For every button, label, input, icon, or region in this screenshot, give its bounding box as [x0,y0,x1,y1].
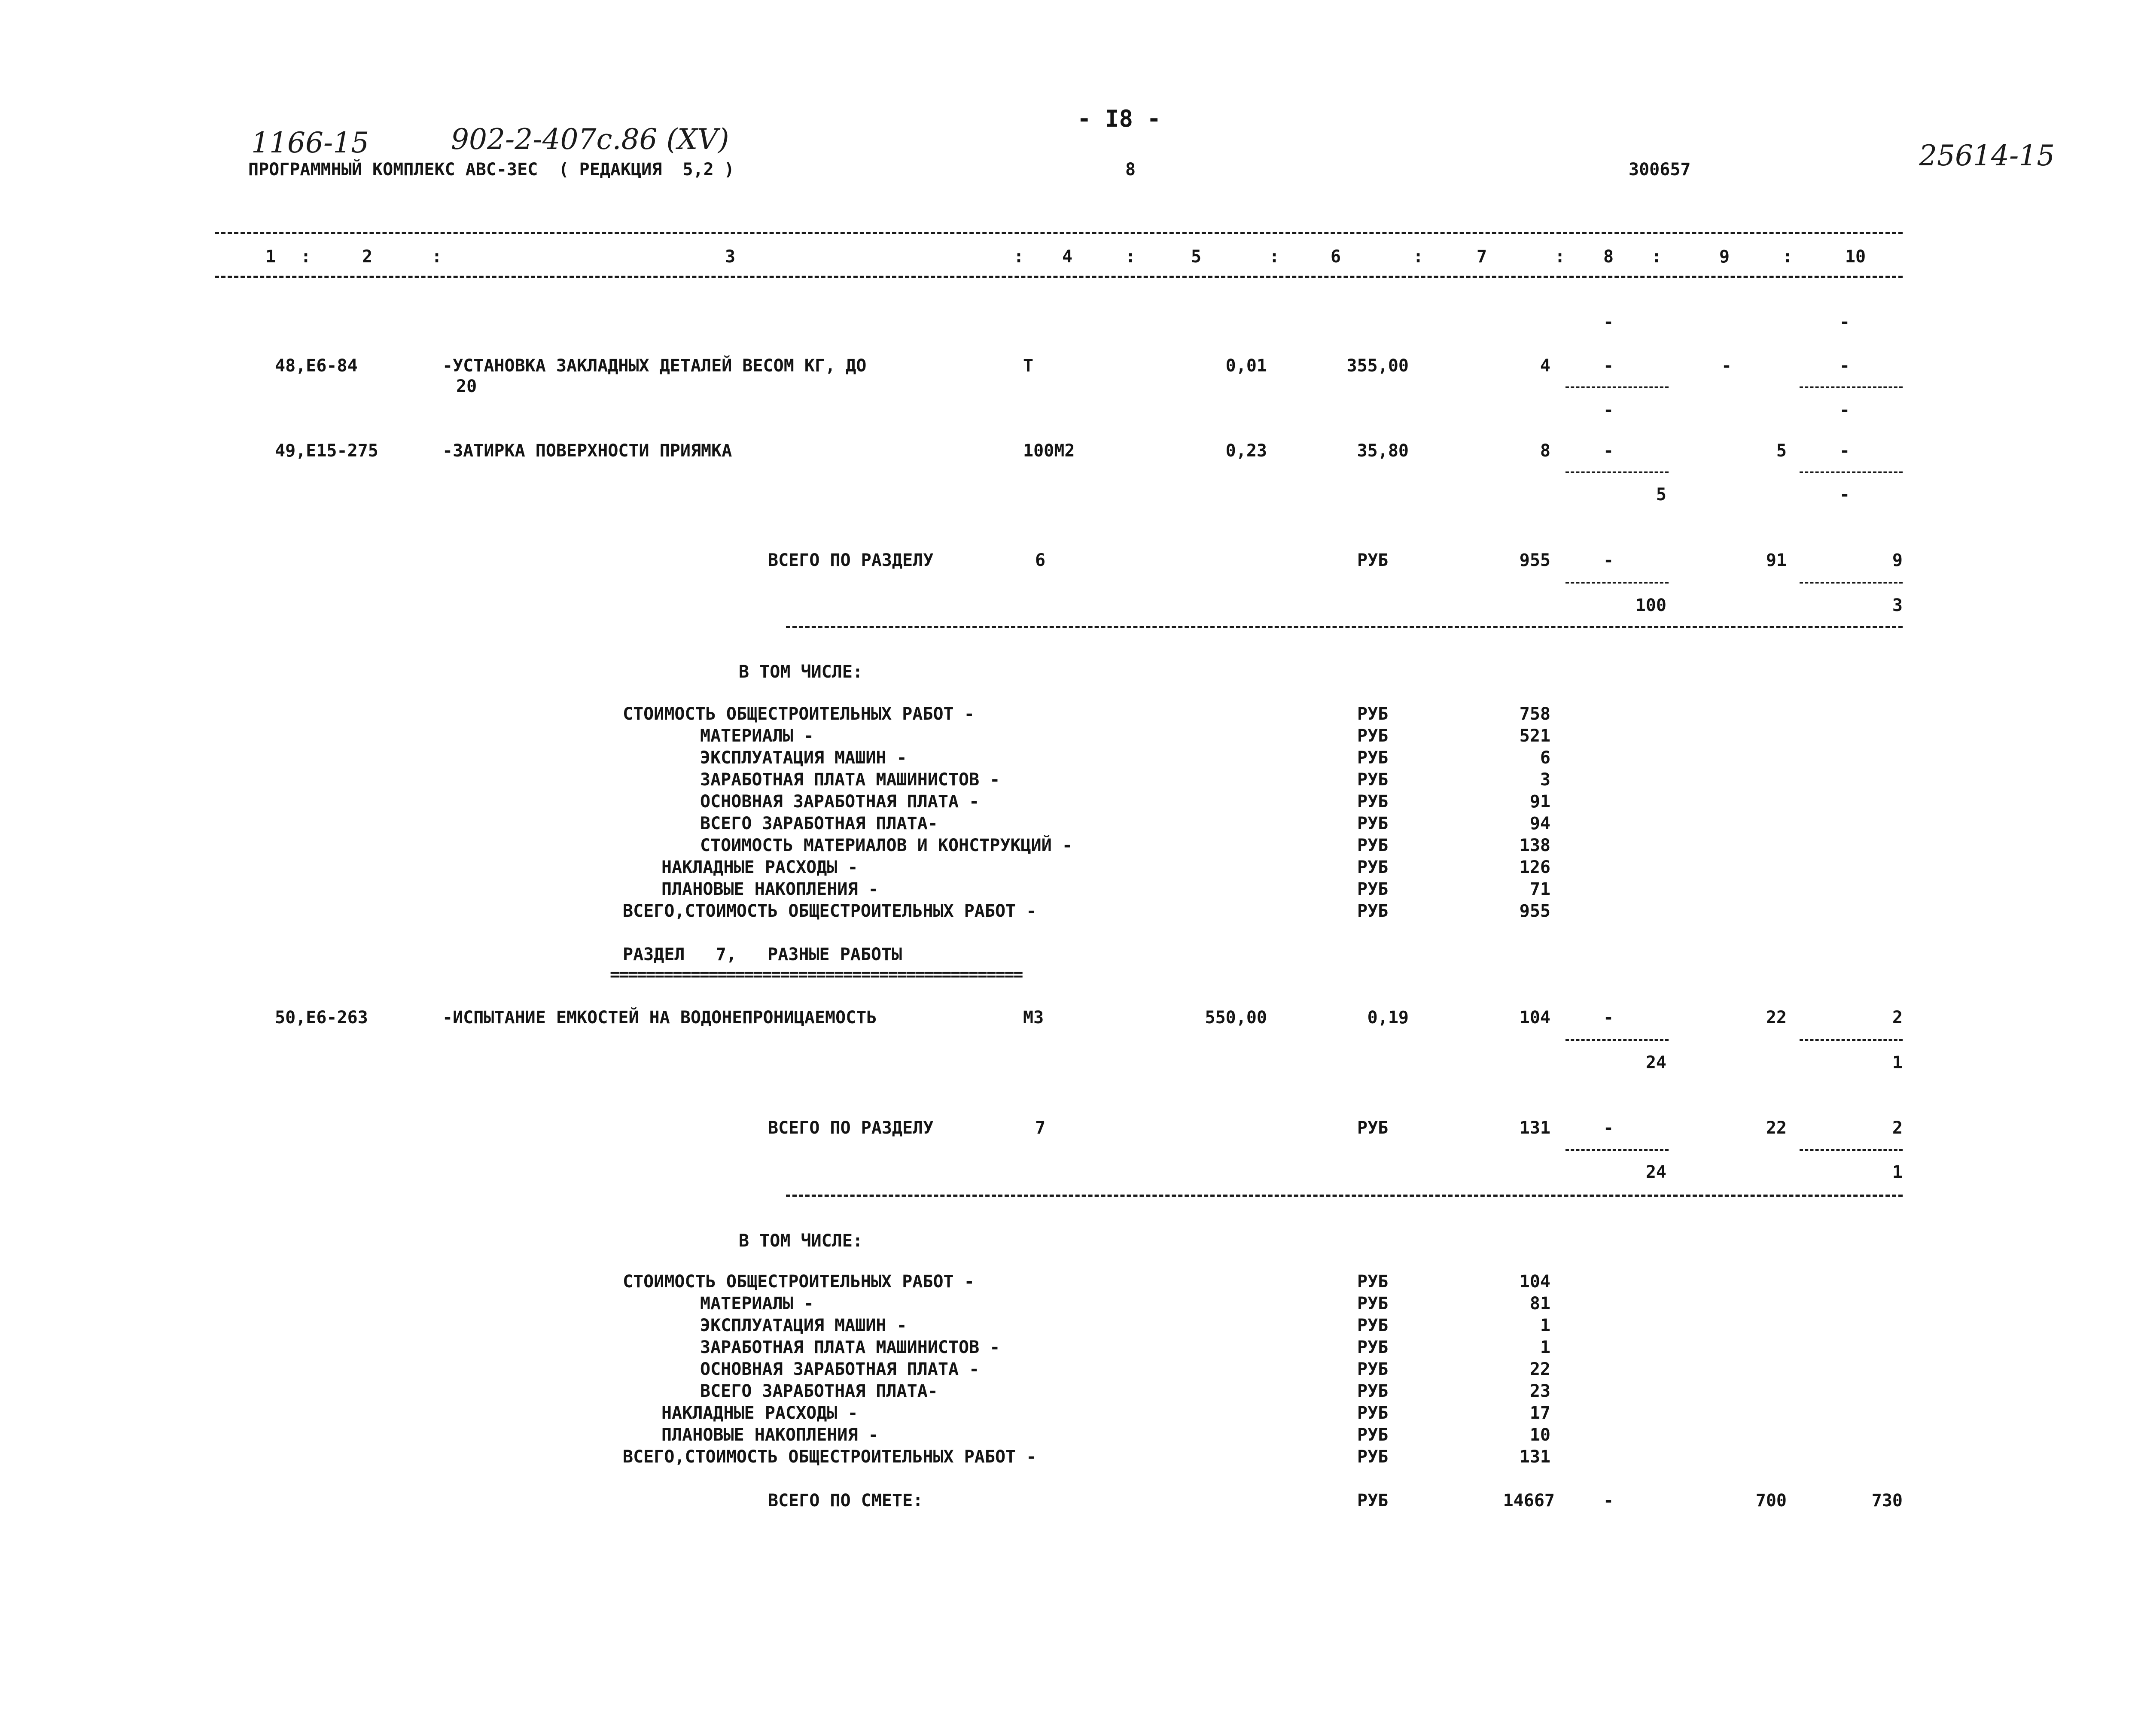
item-col9-top: 5 [1776,441,1787,461]
handwritten-project-code: 902-2-407с.86 (XV) [451,123,729,156]
item-name: -УСТАНОВКА ЗАКЛАДНЫХ ДЕТАЛЕЙ ВЕСОМ КГ, ДО [442,356,867,376]
section-total-col10-bottom: 3 [1892,596,1903,615]
section-title-underline: ============================================== [610,965,1023,984]
section-total-col8-bottom: 24 [1645,1162,1666,1182]
section-total-col10-top: 2 [1892,1118,1903,1138]
item-col8-top: - [1603,1008,1614,1028]
breakdown-label: ЭКСПЛУАТАЦИЯ МАШИН - [700,748,907,768]
column-separators: : [1782,247,1793,267]
column-number: 1 [265,247,276,267]
breakdown-unit: РУБ [1357,770,1389,790]
grand-total-value: 14667 [1503,1491,1555,1511]
item-unit: М3 [1023,1008,1044,1028]
breakdown-label: СТОИМОСТЬ МАТЕРИАЛОВ И КОНСТРУКЦИЙ - [700,836,1072,855]
section-total-number: 6 [1035,550,1046,570]
page-number: - I8 - [1077,105,1161,132]
section-total-col8-bottom: 100 [1635,596,1666,615]
section-total-unit: РУБ [1357,1118,1389,1138]
item-total: 104 [1519,1008,1550,1028]
item-col9-top: 22 [1766,1008,1787,1028]
section-total-col9-top: 22 [1766,1118,1787,1138]
grand-total-col10: 730 [1871,1491,1903,1511]
item-code: 50,Е6-263 [275,1008,368,1028]
breakdown-unit: РУБ [1357,879,1389,899]
column-separators: : [1555,247,1565,267]
breakdown-label: ВСЕГО ЗАРАБОТНАЯ ПЛАТА- [700,1381,938,1401]
item-name-cont: 20 [456,377,477,396]
column-separators: : [1269,247,1280,267]
section-total-value: 955 [1519,550,1550,570]
item-col8-bottom: 24 [1645,1053,1666,1073]
breakdown-value: 6 [1540,748,1550,768]
column-separators: : [301,247,311,267]
breakdown-unit: РУБ [1357,1381,1389,1401]
breakdown-unit: РУБ [1357,857,1389,877]
section-total-col10-top: 9 [1892,550,1903,570]
item-qty: 0,19 [1367,1008,1409,1028]
column-number: 7 [1476,247,1487,267]
breakdown-label: ЗАРАБОТНАЯ ПЛАТА МАШИНИСТОВ - [700,770,1000,790]
item-code: 49,Е15-275 [275,441,378,461]
breakdown-value: 955 [1519,901,1550,921]
breakdown-value: 521 [1519,726,1550,746]
column-number: 10 [1845,247,1866,267]
section-separator [786,626,1903,628]
item-col10-bottom: 1 [1892,1053,1903,1073]
breakdown-unit: РУБ [1357,1338,1389,1357]
item-qty: 0,23 [1225,441,1267,461]
breakdown-value: 104 [1519,1272,1550,1292]
subtotal-rule [1800,1039,1903,1041]
breakdown-unit: РУБ [1357,1272,1389,1292]
breakdown-label: ВСЕГО ЗАРАБОТНАЯ ПЛАТА- [700,814,938,833]
item-unit: 100М2 [1023,441,1075,461]
breakdown-label: СТОИМОСТЬ ОБЩЕСТРОИТЕЛЬНЫХ РАБОТ - [623,1272,975,1292]
column-number: 2 [362,247,373,267]
breakdown-value: 91 [1529,792,1550,812]
column-number: 5 [1191,247,1202,267]
breakdown-value: 17 [1529,1403,1550,1423]
subtotal-rule [1800,582,1903,584]
breakdown-value: 94 [1529,814,1550,833]
item-col10-bottom: - [1839,485,1850,505]
item-col8-top: - [1603,441,1614,461]
section-total-label: ВСЕГО ПО РАЗДЕЛУ [768,550,934,570]
breakdown-value: 3 [1540,770,1550,790]
breakdown-unit: РУБ [1357,1403,1389,1423]
section-total-label: ВСЕГО ПО РАЗДЕЛУ [768,1118,934,1138]
handwritten-sheet-number: 25614-15 [1919,139,2055,172]
item-price: 35,80 [1357,441,1409,461]
column-separators: : [1014,247,1024,267]
breakdown-unit: РУБ [1357,836,1389,855]
column-number: 6 [1330,247,1341,267]
grand-total-col9: 700 [1755,1491,1787,1511]
item-total: 8 [1540,441,1550,461]
breakdown-unit: РУБ [1357,1425,1389,1445]
column-number: 9 [1719,247,1730,267]
breakdown-title: В ТОМ ЧИСЛЕ: [739,1231,863,1251]
breakdown-value: 71 [1529,879,1550,899]
breakdown-unit: РУБ [1357,726,1389,746]
breakdown-value: 81 [1529,1294,1550,1313]
breakdown-label: ПЛАНОВЫЕ НАКОПЛЕНИЯ - [661,1425,879,1445]
item-name: -ИСПЫТАНИЕ ЕМКОСТЕЙ НА ВОДОНЕПРОНИЦАЕМОСТЬ [442,1008,877,1028]
subtotal-rule [1565,386,1669,388]
header-column-number: 8 [1125,160,1136,179]
column-number: 4 [1062,247,1073,267]
breakdown-label: ЭКСПЛУАТАЦИЯ МАШИН - [700,1316,907,1335]
subtotal-rule [1800,386,1903,388]
item-name: -ЗАТИРКА ПОВЕРХНОСТИ ПРИЯМКА [442,441,732,461]
item-col9-top: - [1721,356,1732,376]
column-separators: : [1413,247,1424,267]
breakdown-label: НАКЛАДНЫЕ РАСХОДЫ - [661,1403,858,1423]
subtotal-rule [1565,1039,1669,1041]
breakdown-value: 23 [1529,1381,1550,1401]
subtotal-rule [1565,582,1669,584]
grand-total-unit: РУБ [1357,1491,1389,1511]
column-separators: : [1651,247,1662,267]
program-header: ПРОГРАММНЫЙ КОМПЛЕКС АВС-ЗЕС ( РЕДАКЦИЯ 5,2 ) [248,160,734,179]
section-separator [786,1195,1903,1197]
breakdown-value: 1 [1540,1316,1550,1335]
subtotal-rule [1565,1149,1669,1151]
item-col10-top: - [1839,441,1850,461]
breakdown-unit: РУБ [1357,1359,1389,1379]
breakdown-value: 126 [1519,857,1550,877]
item-price: 355,00 [1346,356,1409,376]
breakdown-unit: РУБ [1357,704,1389,724]
dash-mark: - [1603,312,1614,332]
breakdown-label: СТОИМОСТЬ ОБЩЕСТРОИТЕЛЬНЫХ РАБОТ - [623,704,975,724]
item-qty: 0,01 [1225,356,1267,376]
section-total-col8-top: - [1603,550,1614,570]
section-total-unit: РУБ [1357,550,1389,570]
breakdown-title: В ТОМ ЧИСЛЕ: [739,662,863,682]
item-total: 4 [1540,356,1550,376]
section-total-col8-top: - [1603,1118,1614,1138]
section-total-value: 131 [1519,1118,1550,1138]
breakdown-unit: РУБ [1357,748,1389,768]
item-col10-top: - [1839,356,1850,376]
breakdown-value: 131 [1519,1447,1550,1467]
grand-total-col8: - [1603,1491,1614,1511]
breakdown-unit: РУБ [1357,1447,1389,1467]
breakdown-label: МАТЕРИАЛЫ - [700,1294,814,1313]
breakdown-label: ВСЕГО,СТОИМОСТЬ ОБЩЕСТРОИТЕЛЬНЫХ РАБОТ - [623,901,1037,921]
breakdown-unit: РУБ [1357,814,1389,833]
breakdown-label: ЗАРАБОТНАЯ ПЛАТА МАШИНИСТОВ - [700,1338,1000,1357]
breakdown-unit: РУБ [1357,901,1389,921]
breakdown-unit: РУБ [1357,1294,1389,1313]
breakdown-value: 10 [1529,1425,1550,1445]
header-rule-top [215,232,1903,234]
dash-mark: - [1839,312,1850,332]
section-total-number: 7 [1035,1118,1046,1138]
breakdown-label: НАКЛАДНЫЕ РАСХОДЫ - [661,857,858,877]
item-code: 48,Е6-84 [275,356,358,376]
item-col10-top: 2 [1892,1008,1903,1028]
document-code: 300657 [1629,160,1691,179]
column-separators: : [432,247,442,267]
section-total-col9-top: 91 [1766,550,1787,570]
breakdown-label: ПЛАНОВЫЕ НАКОПЛЕНИЯ - [661,879,879,899]
column-separators: : [1125,247,1136,267]
item-unit: Т [1023,356,1034,376]
breakdown-label: МАТЕРИАЛЫ - [700,726,814,746]
breakdown-value: 138 [1519,836,1550,855]
grand-total-label: ВСЕГО ПО СМЕТЕ: [768,1491,923,1511]
breakdown-label: ОСНОВНАЯ ЗАРАБОТНАЯ ПЛАТА - [700,792,980,812]
handwritten-archive-number: 1166-15 [251,126,369,159]
breakdown-value: 1 [1540,1338,1550,1357]
section-total-col10-bottom: 1 [1892,1162,1903,1182]
breakdown-value: 758 [1519,704,1550,724]
subtotal-rule [1800,1149,1903,1151]
section-title: РАЗДЕЛ 7, РАЗНЫЕ РАБОТЫ [623,945,902,964]
header-rule-bottom [215,276,1903,278]
breakdown-unit: РУБ [1357,792,1389,812]
item-price: 550,00 [1205,1008,1267,1028]
subtotal-rule [1565,471,1669,473]
item-col8-bottom: - [1603,400,1614,420]
breakdown-label: ВСЕГО,СТОИМОСТЬ ОБЩЕСТРОИТЕЛЬНЫХ РАБОТ - [623,1447,1037,1467]
item-col10-bottom: - [1839,400,1850,420]
breakdown-label: ОСНОВНАЯ ЗАРАБОТНАЯ ПЛАТА - [700,1359,980,1379]
breakdown-unit: РУБ [1357,1316,1389,1335]
item-col8-top: - [1603,356,1614,376]
item-col8-bottom: 5 [1656,485,1666,505]
breakdown-value: 22 [1529,1359,1550,1379]
column-number: 8 [1603,247,1614,267]
column-number: 3 [725,247,736,267]
subtotal-rule [1800,471,1903,473]
